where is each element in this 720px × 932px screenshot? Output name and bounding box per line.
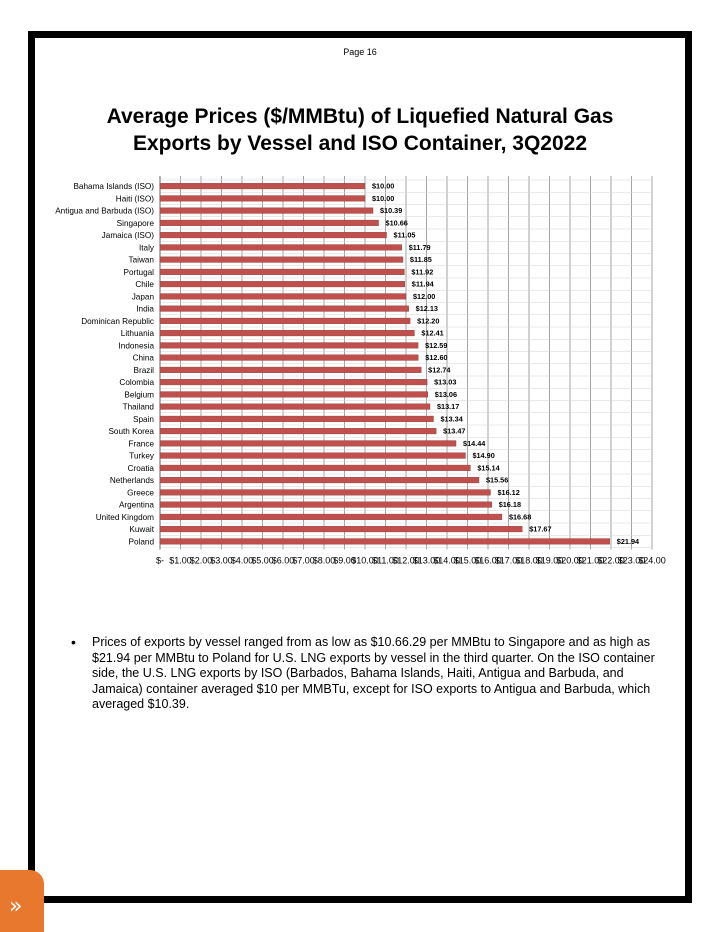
data-label: $10.66: [385, 218, 408, 228]
data-label: $12.41: [421, 328, 444, 338]
category-label: Croatia: [127, 463, 154, 473]
data-label: $12.00: [413, 291, 436, 301]
x-tick-label: $24.00: [638, 555, 666, 566]
x-tick-label: $20.00: [556, 555, 584, 566]
x-tick-label: $5.00: [251, 555, 274, 566]
bar: [160, 257, 403, 263]
category-label: South Korea: [108, 427, 154, 437]
bar: [160, 465, 470, 471]
category-label: India: [136, 304, 154, 314]
category-label: Indonesia: [118, 341, 154, 351]
bar: [160, 343, 418, 349]
data-label: $13.17: [436, 402, 460, 412]
category-label: United Kingdom: [95, 512, 154, 522]
document-page: [28, 31, 692, 903]
bar: [160, 392, 428, 398]
bar: [160, 183, 365, 189]
x-tick-label: $2.00: [189, 555, 213, 566]
bar: [160, 416, 433, 422]
bullet-marker: •: [71, 634, 76, 650]
data-label: $10.39: [379, 206, 403, 216]
data-label: $13.03: [434, 377, 457, 387]
data-label: $11.92: [411, 267, 434, 277]
x-tick-label: $17.00: [494, 555, 523, 566]
data-label: $12.20: [417, 316, 440, 326]
bar: [160, 404, 430, 410]
category-label: Haiti (ISO): [115, 194, 154, 204]
x-tick-label: $3.00: [210, 555, 233, 566]
data-label: $13.06: [434, 389, 458, 399]
x-tick-label: $15.00: [453, 555, 482, 566]
category-label: Kuwait: [129, 525, 154, 535]
category-label: Singapore: [116, 218, 154, 228]
category-label: Spain: [133, 414, 154, 424]
bar: [160, 367, 421, 373]
bar: [160, 318, 410, 324]
x-tick-label: $1.00: [169, 555, 192, 566]
x-tick-label: $6.00: [271, 555, 295, 566]
chart-title-line-2: Exports by Vessel and ISO Container, 3Q2022: [132, 132, 588, 155]
data-label: $12.74: [428, 365, 451, 375]
x-tick-label: $16.00: [474, 555, 502, 566]
category-label: Poland: [128, 537, 154, 547]
category-label: Antigua and Barbuda (ISO): [55, 206, 154, 216]
x-tick-label: $14.00: [433, 555, 461, 566]
bar: [160, 526, 522, 532]
category-label: Portugal: [123, 267, 154, 277]
data-label: $11.85: [409, 255, 432, 265]
bar: [160, 220, 379, 226]
category-label: Belgium: [124, 390, 154, 400]
data-label: $16.68: [508, 512, 532, 522]
data-label: $16.18: [498, 500, 522, 510]
category-label: Thailand: [122, 402, 154, 412]
x-tick-label: $21.00: [576, 555, 605, 566]
bar: [160, 502, 492, 508]
bar: [160, 330, 414, 336]
bar: [160, 281, 405, 287]
bar: [160, 245, 402, 251]
bullet-list: [71, 635, 671, 713]
category-label: Chile: [135, 280, 154, 290]
x-tick-label: $22.00: [597, 555, 625, 566]
category-label: Turkey: [129, 451, 154, 461]
category-label: Brazil: [133, 365, 154, 375]
bar: [160, 208, 373, 214]
category-label: Italy: [138, 243, 154, 253]
x-tick-label: $7.00: [292, 555, 315, 566]
bullet-text: Prices of exports by vessel ranged from as low as $10.66.29 per MMBtu to Singapore and as high as $21.94 per MMBtu to Poland for U.S. LNG exports by vessel in the third quarter. On the ISO container side, the U.S. LNG exports by ISO (Barbados, Bahama Islands, Haiti, Antigua and Barbuda, and Jamaica) container averaged $10 per MMBTu, except for ISO exports to Antigua and Barbuda, which averaged $10.39.: [92, 635, 655, 711]
data-label: $17.67: [529, 524, 552, 534]
x-tick-label: $10.00: [351, 555, 379, 566]
x-tick-label: $8.00: [312, 555, 336, 566]
category-label: Netherlands: [109, 476, 154, 486]
category-label: Jamaica (ISO): [101, 231, 154, 241]
category-label: Bahama Islands (ISO): [73, 182, 154, 192]
data-label: $13.34: [440, 414, 463, 424]
next-page-button[interactable]: [0, 870, 44, 932]
data-label: $10.00: [372, 181, 395, 191]
bar: [160, 306, 409, 312]
x-tick-label: $-: [155, 555, 165, 566]
bar: [160, 441, 456, 447]
bar: [160, 232, 387, 238]
category-label: China: [132, 353, 154, 363]
bar: [160, 379, 427, 385]
data-label: $11.05: [393, 230, 416, 240]
bar: [160, 428, 436, 434]
category-label: Japan: [131, 292, 154, 302]
data-label: $14.44: [463, 438, 486, 448]
data-label: $15.14: [477, 463, 500, 473]
data-label: $10.00: [372, 193, 395, 203]
x-tick-label: $23.00: [617, 555, 646, 566]
bar: [160, 355, 418, 361]
x-tick-label: $13.00: [412, 555, 441, 566]
category-label: France: [128, 439, 154, 449]
bar: [160, 477, 479, 483]
double-chevron-right-icon: »: [9, 894, 23, 919]
category-label: Argentina: [118, 500, 154, 510]
bar: [160, 196, 365, 202]
x-tick-label: $19.00: [535, 555, 564, 566]
bar: [160, 514, 502, 520]
data-label: $12.13: [415, 304, 438, 314]
category-label: Colombia: [119, 378, 154, 388]
data-label: $16.12: [497, 487, 520, 497]
bar: [160, 294, 406, 300]
data-label: $14.90: [472, 451, 495, 461]
bar: [160, 490, 490, 496]
x-tick-label: $11.00: [372, 555, 399, 566]
data-label: $15.56: [485, 475, 509, 485]
category-label: Taiwan: [128, 255, 154, 265]
category-label: Dominican Republic: [81, 316, 154, 326]
bar: [160, 539, 610, 545]
category-label: Lithuania: [120, 329, 154, 339]
data-label: $21.94: [616, 536, 640, 546]
x-tick-label: $9.00: [333, 555, 356, 566]
data-label: $11.94: [411, 279, 434, 289]
data-label: $11.79: [408, 242, 431, 252]
category-label: Greece: [127, 488, 154, 498]
bar: [160, 453, 465, 459]
x-tick-label: $12.00: [392, 555, 420, 566]
bar-chart: [35, 38, 685, 578]
data-label: $12.59: [425, 340, 448, 350]
data-label: $12.60: [425, 353, 448, 363]
chart-title-line-1: Average Prices ($/MMBtu) of Liquefied Natural Gas: [106, 105, 614, 128]
data-label: $13.47: [443, 426, 466, 436]
x-tick-label: $18.00: [515, 555, 543, 566]
bar: [160, 269, 404, 275]
page-number: Page 16: [343, 47, 377, 57]
x-tick-label: $4.00: [230, 555, 254, 566]
